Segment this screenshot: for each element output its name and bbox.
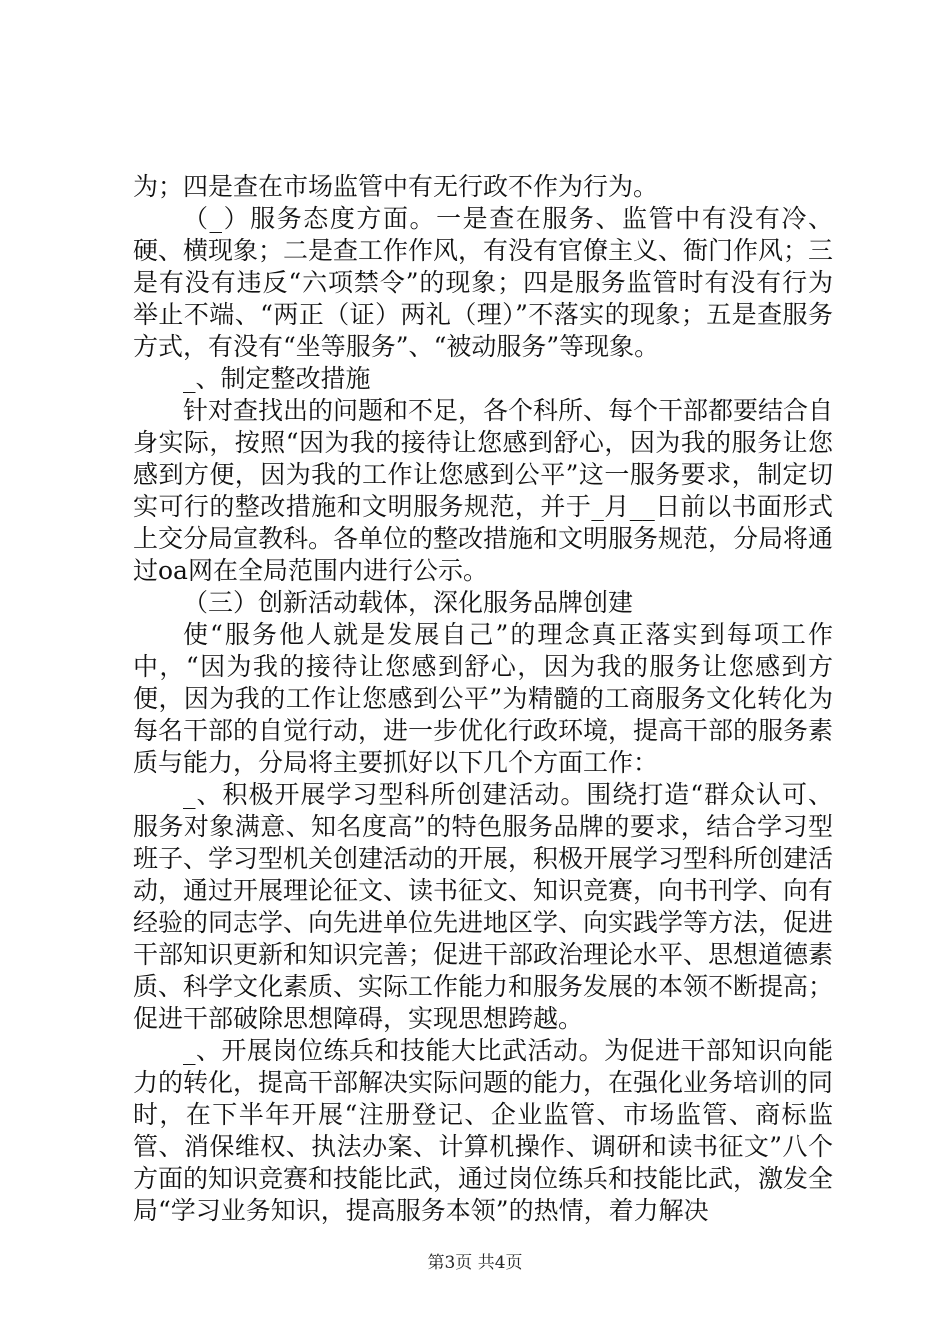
paragraph-7: _、积极开展学习型科所创建活动。围绕打造“群众认可、服务对象满意、知名度高”的特色服务品牌的要求，结合学习型班子、学习型机关创建活动的开展，积极开展学习型科所创建活动，通过开展理论征文、读书征文、知识竞赛，向书刊学、向有经验的同志学、向先进单位先进地区学、向实践学等方法，促进干部知识更新和知识完善；促进干部政治理论水平、思想道德素质、科学文化素质、实际工作能力和服务发展的本领不断提高；促进干部破除思想障碍，实现思想跨越。 (133, 780, 834, 1033)
paragraph-8: _、开展岗位练兵和技能大比武活动。为促进干部知识向能力的转化，提高干部解决实际问题的能力，在强化业务培训的同时，在下半年开展“注册登记、企业监管、市场监管、商标监管、消保维权、执法办案、计算机操作、调研和读书征文”八个方面的知识竞赛和技能比武，通过岗位练兵和技能比武，激发全局“学习业务知识，提高服务本领”的热情，着力解决 (133, 1036, 834, 1225)
paragraph-6: 使“服务他人就是发展自己”的理念真正落实到每项工作中，“因为我的接待让您感到舒心，因为我的服务让您感到方便，因为我的工作让您感到公平”为精髓的工商服务文化转化为每名干部的自觉行动，进一步优化行政环境，提高干部的服务素质与能力，分局将主要抓好以下几个方面工作： (133, 620, 834, 777)
paragraph-3: _、制定整改措施 (183, 364, 371, 393)
page-footer: 第3页 共4页 (427, 1253, 523, 1273)
paragraph-2: （_）服务态度方面。一是查在服务、监管中有没有冷、硬、横现象；二是查工作作风，有没有官僚主义、衙门作风；三是有没有违反“六项禁令”的现象；四是服务监管时有没有行为举止不端、“两正（证）两礼（理）”不落实的现象；五是查服务方式，有没有“坐等服务”、“被动服务”等现象。 (133, 204, 834, 361)
document-body (133, 171, 833, 1227)
paragraph-1: 为；四是查在市场监管中有无行政不作为行为。 (133, 172, 659, 201)
paragraph-4: 针对查找出的问题和不足，各个科所、每个干部都要结合自身实际，按照“因为我的接待让您感到舒心，因为我的服务让您感到方便，因为我的工作让您感到公平”这一服务要求，制定切实可行的整改措施和文明服务规范，并于_月__日前以书面形式上交分局宣教科。各单位的整改措施和文明服务规范，分局将通过oa网在全局范围内进行公示。 (133, 396, 834, 585)
paragraph-5: （三）创新活动载体，深化服务品牌创建 (183, 588, 634, 617)
